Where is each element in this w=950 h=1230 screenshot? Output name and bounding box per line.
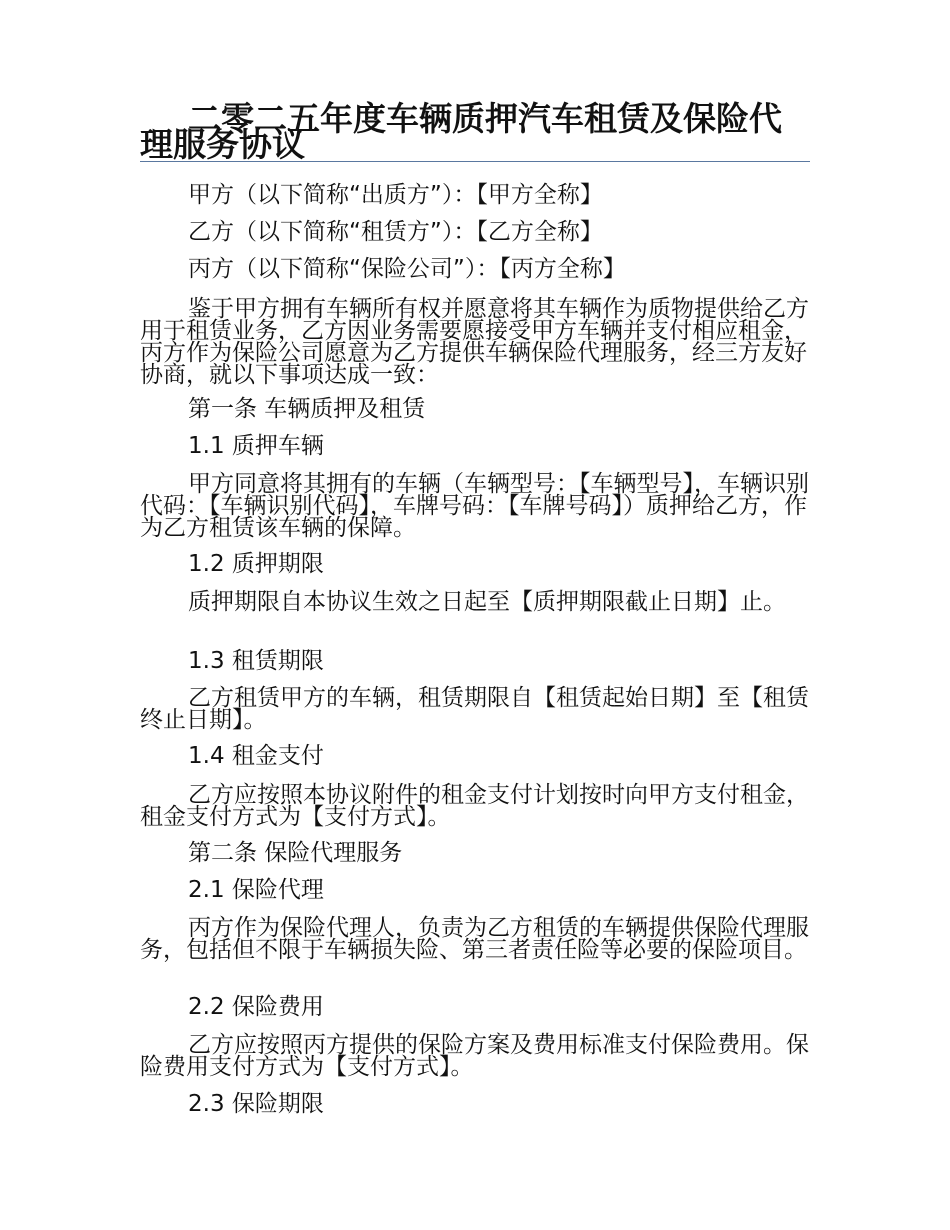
section-2-2-heading: 2.2 保险费用 <box>188 994 324 1020</box>
party-b-line: 乙方（以下简称“租赁方”）：【乙方全称】 <box>188 219 603 245</box>
section-1-4-heading: 1.4 租金支付 <box>188 743 324 769</box>
article-1-heading: 第一条 车辆质押及租赁 <box>188 396 426 422</box>
section-1-4-text: 乙方应按照本协议附件的租金支付计划按时向甲方支付租金，租金支付方式为【支付方式】。 <box>140 782 809 830</box>
section-2-1-heading: 2.1 保险代理 <box>188 877 324 903</box>
section-2-3-heading: 2.3 保险期限 <box>188 1091 324 1117</box>
section-1-3-text: 乙方租赁甲方的车辆，租赁期限自【租赁起始日期】至【租赁终止日期】。 <box>140 685 809 733</box>
party-a-line: 甲方（以下简称“出质方”）：【甲方全称】 <box>188 182 603 208</box>
article-2-heading: 第二条 保险代理服务 <box>188 840 403 866</box>
section-1-2-heading: 1.2 质押期限 <box>188 551 324 577</box>
preamble-paragraph: 鉴于甲方拥有车辆所有权并愿意将其车辆作为质物提供给乙方用于租赁业务，乙方因业务需要愿接受甲方车辆并支付相应租金，丙方作为保险公司愿意为乙方提供车辆保险代理服务，经三方友好协商，就以下事项达成一致： <box>140 296 809 388</box>
title-underline <box>140 161 810 162</box>
party-c-line: 丙方（以下简称“保险公司”）：【丙方全称】 <box>188 256 626 282</box>
section-1-1-heading: 1.1 质押车辆 <box>188 433 324 459</box>
section-1-3-heading: 1.3 租赁期限 <box>188 648 324 674</box>
section-1-1-text: 甲方同意将其拥有的车辆（车辆型号：【车辆型号】，车辆识别代码：【车辆识别代码】，车牌号码：【车牌号码】）质押给乙方，作为乙方租赁该车辆的保障。 <box>140 471 809 541</box>
section-1-2-text: 质押期限自本协议生效之日起至【质押期限截止日期】止。 <box>188 589 786 615</box>
section-2-1-text: 丙方作为保险代理人，负责为乙方租赁的车辆提供保险代理服务，包括但不限于车辆损失险、第三者责任险等必要的保险项目。 <box>140 915 809 963</box>
document-title: 二零二五年度车辆质押汽车租赁及保险代理服务协议 <box>140 99 782 164</box>
section-2-2-text: 乙方应按照丙方提供的保险方案及费用标准支付保险费用。保险费用支付方式为【支付方式】。 <box>140 1032 809 1080</box>
